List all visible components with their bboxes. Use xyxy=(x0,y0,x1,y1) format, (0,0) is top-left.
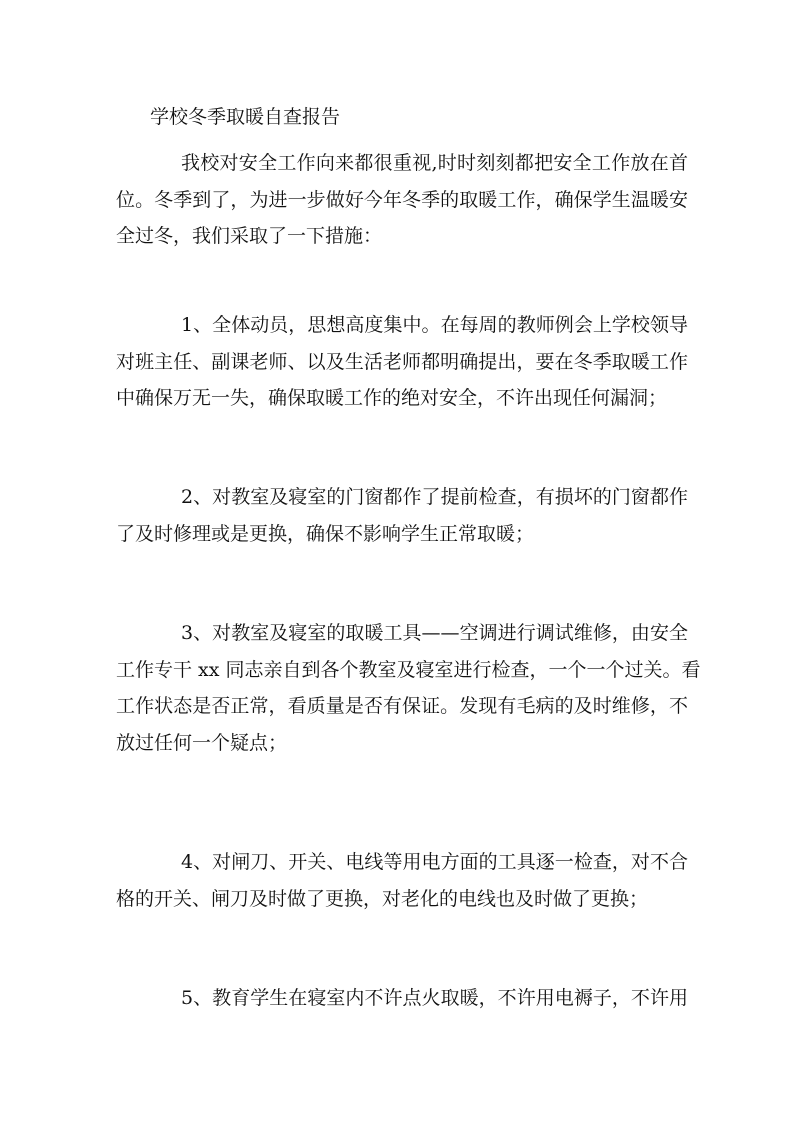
text-line: 5、教育学生在寝室内不许点火取暖，不许用电褥子，不许用 xyxy=(181,987,688,1009)
paragraph-item-1 xyxy=(116,307,688,417)
paragraph-item-3 xyxy=(116,615,701,761)
text-line: 2、对教室及寝室的门窗都作了提前检查，有损坏的门窗都作 xyxy=(181,486,688,508)
text-line: 工作状态是否正常，看质量是否有保证。发现有毛病的及时维修，不 xyxy=(116,695,688,717)
paragraph-item-4 xyxy=(116,844,688,917)
paragraph-item-2 xyxy=(116,479,688,552)
text-line: 了及时修理或是更换，确保不影响学生正常取暖； xyxy=(116,522,535,545)
text-line: 1、全体动员，思想高度集中。在每周的教师例会上学校领导 xyxy=(181,314,688,336)
text-line: 对班主任、副课老师、以及生活老师都明确提出，要在冬季取暖工作 xyxy=(116,350,688,373)
paragraph-item-5 xyxy=(116,980,688,1017)
text-line: 放过任何一个疑点； xyxy=(116,731,288,754)
text-line: 位。冬季到了，为进一步做好今年冬季的取暖工作，确保学生温暖安 xyxy=(116,188,688,211)
text-line: 格的开关、闸刀及时做了更换，对老化的电线也及时做了更换； xyxy=(116,887,649,910)
text-line: 工作专干 xx 同志亲自到各个教室及寝室进行检查，一个一个过关。看 xyxy=(116,658,701,681)
text-line: 我校对安全工作向来都很重视,时时刻刻都把安全工作放在首 xyxy=(181,152,688,174)
paragraph-intro xyxy=(116,145,688,255)
document-title: 学校冬季取暖自查报告 xyxy=(150,106,341,128)
text-line: 全过冬，我们采取了一下措施： xyxy=(116,225,383,247)
text-line: 中确保万无一失，确保取暖工作的绝对安全，不许出现任何漏洞； xyxy=(116,387,668,409)
text-line: 3、对教室及寝室的取暖工具——空调进行调试维修，由安全 xyxy=(181,622,688,644)
text-line: 4、对闸刀、开关、电线等用电方面的工具逐一检查，对不合 xyxy=(181,851,688,873)
